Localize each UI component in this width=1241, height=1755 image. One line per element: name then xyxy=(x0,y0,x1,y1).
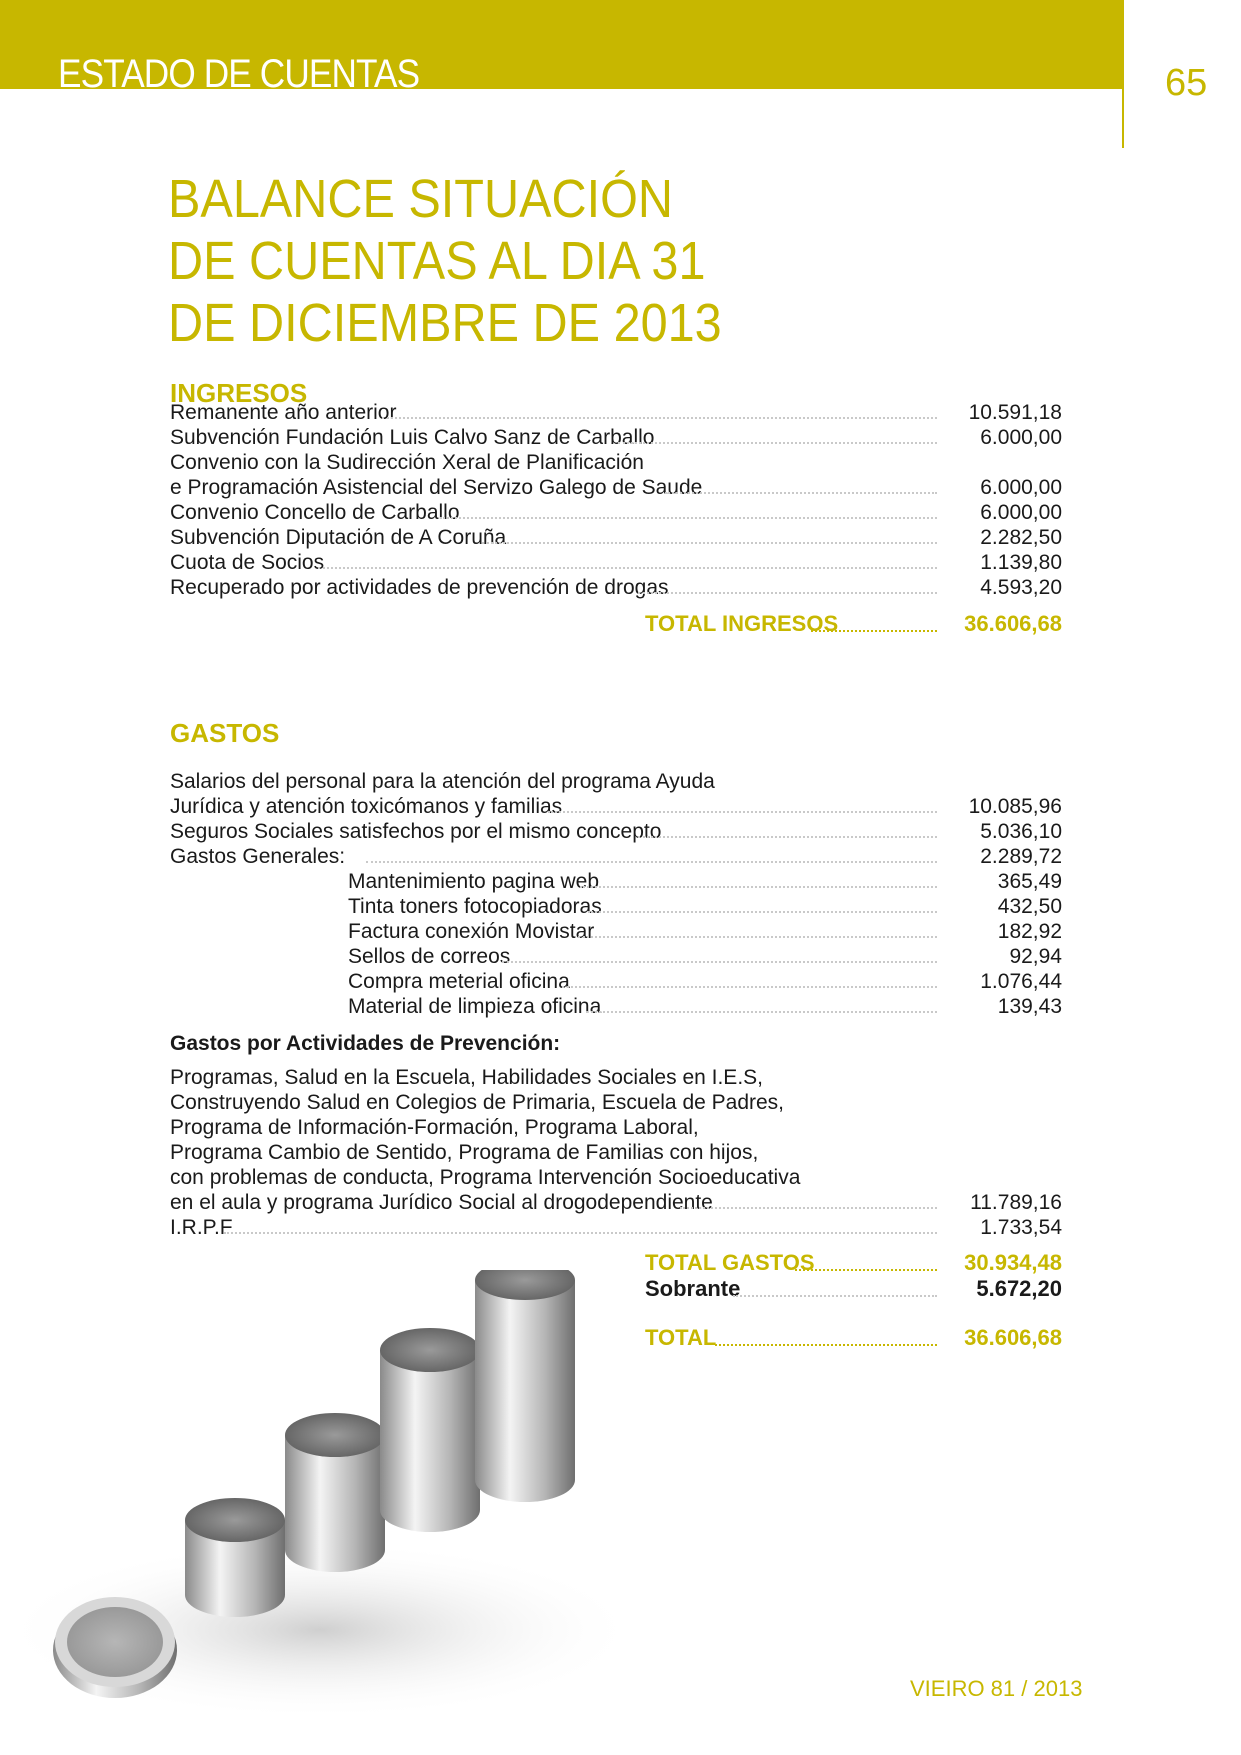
prevention-line: Construyendo Salud en Colegios de Primaria, Escuela de Padres, xyxy=(170,1091,785,1114)
ingreso-label: Convenio Concello de Carballo xyxy=(170,501,460,524)
irpf-row xyxy=(170,1215,1062,1240)
gasto-sub-value: 1.076,44 xyxy=(980,970,1062,993)
leader-dots xyxy=(638,592,937,594)
leader-dots xyxy=(680,1207,937,1209)
total-ingresos-label: TOTAL INGRESOS xyxy=(645,611,839,636)
gasto-value: 10.085,96 xyxy=(968,795,1062,818)
gasto-value: 2.289,72 xyxy=(980,845,1062,868)
gasto-label: Gastos Generales: xyxy=(170,845,346,868)
leader-dots xyxy=(665,492,937,494)
ingreso-label: e Programación Asistencial del Servizo Galego de Saude xyxy=(170,476,703,499)
ingreso-label: Cuota de Socios xyxy=(170,551,325,574)
gasto-sub-label: Compra meterial oficina xyxy=(348,970,570,993)
ingreso-value: 2.282,50 xyxy=(980,526,1062,549)
total-ingresos-value: 36.606,68 xyxy=(964,611,1062,636)
leader-dots xyxy=(618,442,937,444)
prevention-label: en el aula y programa Jurídico Social al drogodependiente xyxy=(170,1191,713,1214)
leader-dots xyxy=(382,417,937,419)
leader-dots xyxy=(562,986,937,988)
gastos-heading: GASTOS xyxy=(170,718,280,748)
total-gastos-value: 30.934,48 xyxy=(964,1250,1062,1275)
gasto-row xyxy=(170,794,1062,819)
gasto-sub-label: Sellos de correos xyxy=(348,945,511,968)
gasto-sub-label: Factura conexión Movistar xyxy=(348,920,595,943)
leader-dots xyxy=(224,1232,937,1234)
leader-dots xyxy=(318,567,937,569)
total-gastos-label: TOTAL GASTOS xyxy=(645,1250,815,1275)
header-divider xyxy=(1122,0,1124,148)
title-line-1: BALANCE SITUACIÓN xyxy=(168,169,674,229)
gasto-sub-value: 182,92 xyxy=(997,920,1062,943)
ingreso-label: Convenio con la Sudirección Xeral de Planificación xyxy=(170,451,644,474)
gasto-subrow xyxy=(170,894,1062,919)
gasto-row xyxy=(170,819,1062,844)
prevention-value: 11.789,16 xyxy=(970,1191,1062,1214)
leader-dots xyxy=(586,1011,937,1013)
ingreso-row xyxy=(170,400,1062,425)
prevention-line: Programa de Información-Formación, Programa Laboral, xyxy=(170,1116,699,1139)
ingreso-value: 10.591,18 xyxy=(968,401,1062,424)
prevention-line: Programas, Salud en la Escuela, Habilidades Sociales en I.E.S, xyxy=(170,1066,763,1089)
sobrante-label: Sobrante xyxy=(645,1276,741,1301)
ingreso-row xyxy=(170,550,1062,575)
leader-dots xyxy=(638,836,937,838)
ingreso-label: Subvención Diputación de A Coruña xyxy=(170,526,507,549)
title-line-2: DE CUENTAS AL DIA 31 xyxy=(168,231,706,291)
total-ingresos-row xyxy=(645,611,1062,637)
leader-dots xyxy=(366,861,937,863)
coin-stack-3 xyxy=(285,1413,385,1572)
ingreso-label: Recuperado por actividades de prevención de drogas xyxy=(170,576,669,599)
gasto-sub-value: 365,49 xyxy=(997,870,1062,893)
ingreso-row xyxy=(170,500,1062,525)
page-title xyxy=(168,168,722,354)
ingreso-value: 6.000,00 xyxy=(980,426,1062,449)
gasto-label: Jurídica y atención toxicómanos y familias xyxy=(170,795,563,818)
ingresos-heading: INGRESOS xyxy=(170,378,308,408)
gasto-sub-label: Mantenimiento pagina web xyxy=(348,870,599,893)
sobrante-row xyxy=(645,1276,1062,1302)
gasto-sub-label: Tinta toners fotocopiadoras xyxy=(348,895,602,918)
gasto-subrow xyxy=(170,969,1062,994)
coin-stack-4 xyxy=(380,1328,480,1532)
gasto-subrow xyxy=(170,919,1062,944)
prevention-heading: Gastos por Actividades de Prevención: xyxy=(170,1032,561,1055)
ingreso-row xyxy=(170,475,1062,500)
leader-dots xyxy=(588,911,937,913)
leader-dots xyxy=(733,1295,937,1297)
gasto-sub-value: 92,94 xyxy=(1009,945,1062,968)
gasto-row xyxy=(170,844,1062,869)
irpf-label: I.R.P.F xyxy=(170,1216,233,1239)
gasto-subrow xyxy=(170,944,1062,969)
gasto-value: 5.036,10 xyxy=(980,820,1062,843)
ingreso-row xyxy=(170,450,1062,475)
footer-issue: VIEIRO 81 / 2013 xyxy=(910,1676,1083,1701)
gasto-subrow xyxy=(170,994,1062,1019)
leader-dots xyxy=(482,542,937,544)
coin-stack-2 xyxy=(185,1498,285,1617)
grand-total-value: 36.606,68 xyxy=(964,1325,1062,1350)
gasto-subrow xyxy=(170,869,1062,894)
page-number: 65 xyxy=(1165,62,1208,104)
leader-dots xyxy=(811,630,937,632)
ingreso-value: 6.000,00 xyxy=(980,476,1062,499)
leader-dots xyxy=(795,1269,937,1271)
leader-dots xyxy=(715,1344,937,1346)
ingreso-row xyxy=(170,575,1062,600)
ingreso-row xyxy=(170,525,1062,550)
coin-single xyxy=(53,1597,177,1698)
coin-stacks-image xyxy=(20,1270,660,1730)
leader-dots xyxy=(440,517,937,519)
section-title: ESTADO DE CUENTAS xyxy=(58,52,420,96)
prevention-row xyxy=(170,1190,1062,1215)
sobrante-value: 5.672,20 xyxy=(976,1276,1062,1301)
leader-dots xyxy=(578,936,937,938)
ingreso-value: 6.000,00 xyxy=(980,501,1062,524)
ingreso-row xyxy=(170,425,1062,450)
gasto-intro-line: Salarios del personal para la atención del programa Ayuda xyxy=(170,770,715,793)
ingreso-value: 4.593,20 xyxy=(980,576,1062,599)
header-bar xyxy=(0,0,1124,96)
grand-total-row xyxy=(645,1325,1062,1351)
gasto-sub-label: Material de limpieza oficina xyxy=(348,995,602,1018)
grand-total-label: TOTAL xyxy=(645,1325,717,1350)
title-line-3: DE DICIEMBRE DE 2013 xyxy=(168,293,722,353)
ingreso-label: Remanente año anterior xyxy=(170,401,397,424)
irpf-value: 1.733,54 xyxy=(980,1216,1062,1239)
leader-dots xyxy=(580,886,937,888)
prevention-line: con problemas de conducta, Programa Intervención Socioeducativa xyxy=(170,1166,801,1189)
coin-stack-5 xyxy=(475,1270,575,1502)
total-gastos-row xyxy=(645,1250,1062,1276)
gasto-label: Seguros Sociales satisfechos por el mismo concepto xyxy=(170,820,662,843)
gasto-sub-value: 432,50 xyxy=(997,895,1062,918)
leader-dots xyxy=(502,961,937,963)
ingreso-label: Subvención Fundación Luis Calvo Sanz de Carballo xyxy=(170,426,655,449)
leader-dots xyxy=(548,811,937,813)
prevention-line: Programa Cambio de Sentido, Programa de Familias con hijos, xyxy=(170,1141,759,1164)
gasto-sub-value: 139,43 xyxy=(997,995,1062,1018)
ingreso-value: 1.139,80 xyxy=(980,551,1062,574)
